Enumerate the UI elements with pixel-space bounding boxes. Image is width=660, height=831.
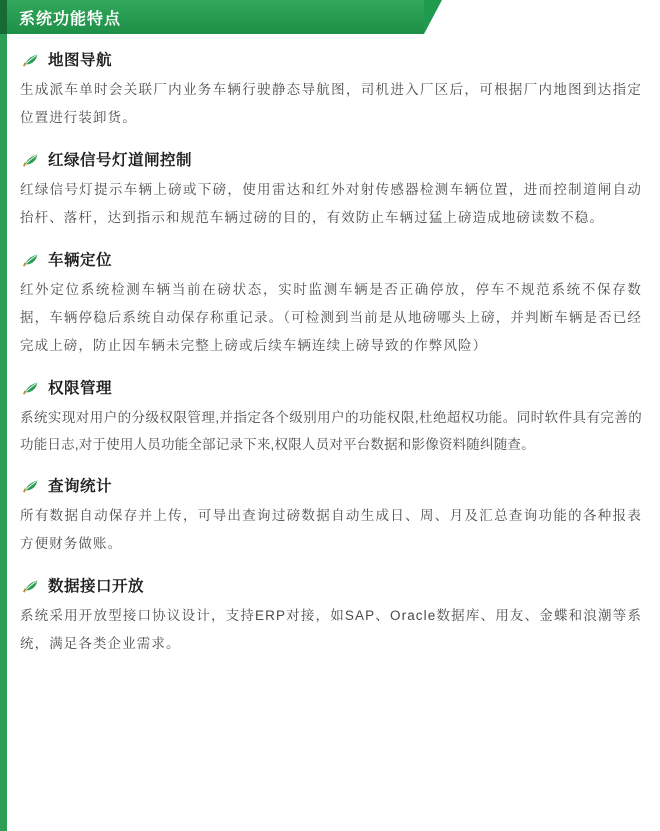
section-permission-management [20,376,642,458]
section-heading [20,474,642,496]
section-body [20,502,642,558]
section-heading [20,574,642,596]
section-title: 数据接口开放 [48,578,145,595]
section-body [20,404,642,458]
section-paragraph: 系统采用开放型接口协议设计，支持ERP对接，如SAP、Oracle数据库、用友、金蝶和浪潮等系统，满足各类企业需求。 [20,608,642,651]
header-accent-block [0,0,7,34]
leaf-icon [22,150,40,168]
section-body [20,176,642,232]
section-paragraph: 所有数据自动保存并上传，可导出查询过磅数据自动生成日、周、月及汇总查询功能的各种报表方便财务做账。 [20,508,642,551]
leaf-icon [22,250,40,268]
section-heading [20,248,642,270]
section-data-interface-open [20,574,642,658]
header-tail-shape [424,0,442,34]
section-vehicle-positioning [20,248,642,360]
section-title: 地图导航 [48,52,113,69]
section-body [20,76,642,132]
section-title: 权限管理 [48,380,113,397]
section-body [20,602,642,658]
page-header-banner [0,0,424,34]
section-traffic-light-barrier-control [20,148,642,232]
leaf-icon [22,50,40,68]
leaf-icon [22,476,40,494]
left-accent-bar [0,0,7,831]
leaf-icon [22,576,40,594]
section-heading [20,148,642,170]
section-paragraph: 红外定位系统检测车辆当前在磅状态，实时监测车辆是否正确停放，停车不规范系统不保存数据，车辆停稳后系统自动保存称重记录。（可检测到当前是从地磅哪头上磅，并判断车辆是否已经完成上磅，防止因车辆未完整上磅或后续车辆连续上磅导致的作弊风险） [20,282,642,353]
leaf-icon [22,378,40,396]
page-title: 系统功能特点 [19,10,122,28]
section-title: 车辆定位 [48,252,113,269]
section-title: 红绿信号灯道闸控制 [48,152,193,169]
section-map-navigation [20,48,642,132]
content-area [0,48,660,658]
section-title: 查询统计 [48,478,113,495]
section-heading [20,376,642,398]
section-query-statistics [20,474,642,558]
section-body [20,276,642,360]
section-paragraph: 系统实现对用户的分级权限管理,并指定各个级别用户的功能权限,杜绝超权功能。同时软件具有完善的功能日志,对于使用人员功能全部记录下来,权限人员对平台数据和影像资料随纠随查。 [20,410,642,452]
section-paragraph: 红绿信号灯提示车辆上磅或下磅，使用雷达和红外对射传感器检测车辆位置，进而控制道闸自动抬杆、落杆，达到指示和规范车辆过磅的目的，有效防止车辆过猛上磅造成地磅读数不稳。 [20,182,642,225]
section-heading [20,48,642,70]
section-paragraph: 生成派车单时会关联厂内业务车辆行驶静态导航图，司机进入厂区后，可根据厂内地图到达指定位置进行装卸货。 [20,82,642,125]
